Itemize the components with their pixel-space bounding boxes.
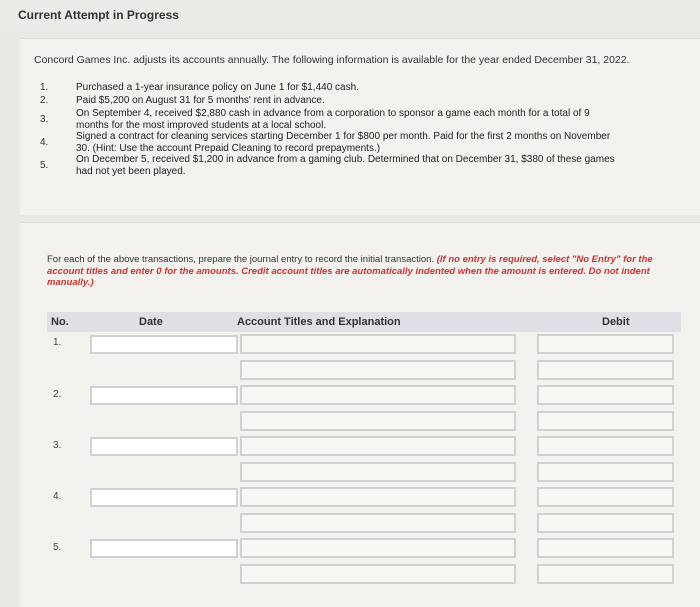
page-header [0, 0, 700, 32]
transaction-item [40, 95, 680, 108]
account-title-input[interactable] [240, 513, 516, 533]
row-number: 5. [53, 542, 62, 553]
account-title-input[interactable] [240, 360, 516, 380]
instructions-text [47, 254, 687, 289]
date-select[interactable] [90, 437, 238, 456]
transaction-number: 2. [40, 95, 49, 106]
transaction-text: On September 4, received $2,880 cash in advance from a corporation to sponsor a game each month for a total of 9 [76, 108, 590, 119]
transaction-text: Paid $5,200 on August 31 for 5 months' rent in advance. [76, 95, 325, 106]
journal-entry-card [20, 222, 700, 607]
date-select[interactable] [90, 386, 238, 405]
transaction-item [40, 82, 680, 95]
transaction-number: 5. [40, 160, 49, 171]
transaction-number: 1. [40, 82, 49, 93]
page-title: Current Attempt in Progress [18, 8, 179, 22]
header-no: No. [51, 316, 69, 328]
debit-input[interactable] [537, 564, 674, 584]
date-select[interactable] [90, 488, 238, 507]
header-debit: Debit [602, 316, 630, 328]
account-title-input[interactable] [240, 487, 516, 507]
problem-intro: Concord Games Inc. adjusts its accounts annually. The following information is available for the year ended December 31, 2022. [34, 54, 630, 66]
row-number: 4. [53, 491, 62, 502]
transaction-text: Purchased a 1-year insurance policy on June 1 for $1,440 cash. [76, 82, 359, 93]
debit-input[interactable] [537, 436, 674, 456]
debit-input[interactable] [537, 538, 674, 558]
account-title-input[interactable] [240, 564, 516, 584]
transaction-number: 4. [40, 137, 49, 148]
transaction-text: 30. (Hint: Use the account Prepaid Cleaning to record prepayments.) [76, 142, 381, 154]
row-number: 1. [53, 337, 62, 348]
date-select[interactable] [90, 335, 238, 354]
header-date: Date [139, 316, 163, 328]
account-title-input[interactable] [240, 436, 516, 456]
instructions-plain: For each of the above transactions, prepare the journal entry to record the initial transaction. [47, 254, 437, 265]
debit-input[interactable] [537, 360, 674, 380]
transaction-text: had not yet been played. [76, 165, 186, 177]
transaction-text: months for the most improved students at a local school. [76, 119, 327, 131]
account-title-input[interactable] [240, 385, 516, 405]
debit-input[interactable] [537, 411, 674, 431]
table-header [47, 312, 681, 332]
account-title-input[interactable] [240, 334, 516, 354]
transaction-item [40, 154, 680, 177]
transaction-list [40, 82, 680, 177]
instructions-note: (If no entry is required, select "No Entry" for the account titles and enter 0 for the amounts. Credit account titles are automatically indented when the amount is entered. Do not indent manually.) [47, 254, 653, 288]
transaction-number: 3. [40, 114, 49, 125]
row-number: 3. [53, 440, 62, 451]
account-title-input[interactable] [240, 462, 516, 482]
debit-input[interactable] [537, 334, 674, 354]
account-title-input[interactable] [240, 411, 516, 431]
debit-input[interactable] [537, 385, 674, 405]
header-account: Account Titles and Explanation [237, 316, 401, 328]
account-title-input[interactable] [240, 538, 516, 558]
problem-card [20, 38, 700, 215]
transaction-item [40, 108, 680, 131]
transaction-text: Signed a contract for cleaning services starting December 1 for $800 per month. Paid for the first 2 months on November [76, 131, 611, 142]
debit-input[interactable] [537, 513, 674, 533]
transaction-item [40, 131, 680, 154]
date-select[interactable] [90, 539, 238, 558]
transaction-text: On December 5, received $1,200 in advance from a gaming club. Determined that on December 31, $380 of these games [76, 154, 615, 165]
debit-input[interactable] [537, 462, 674, 482]
row-number: 2. [53, 389, 62, 400]
debit-input[interactable] [537, 487, 674, 507]
